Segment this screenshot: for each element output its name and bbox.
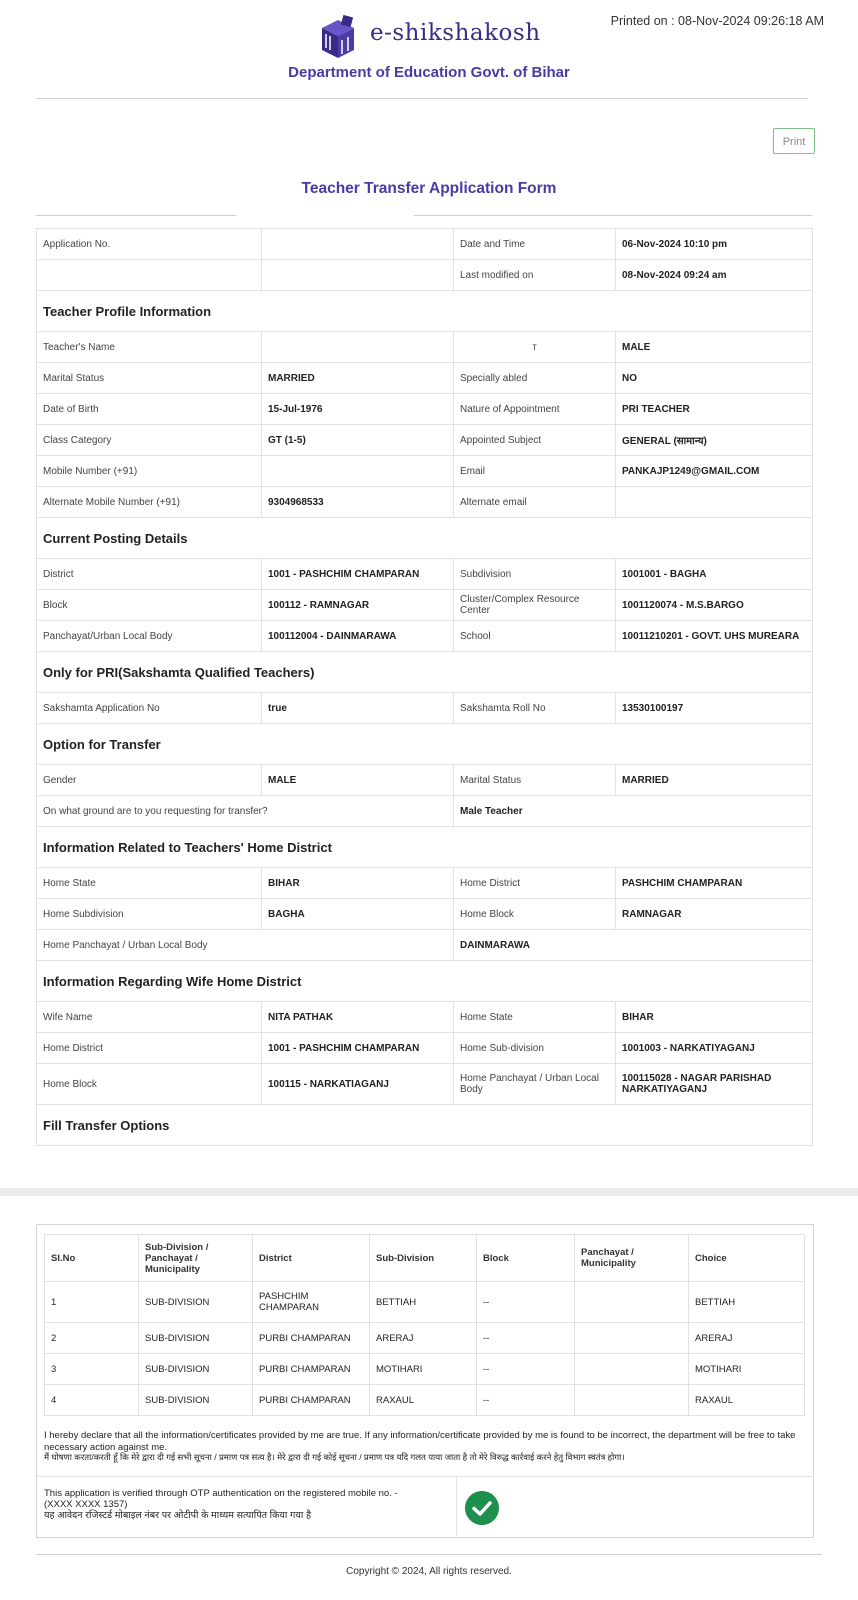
subdivision-value: 1001001 - BAGHA (616, 559, 813, 590)
transfer-options-table (44, 1234, 805, 1416)
wife-name-value: NITA PATHAK (262, 1002, 454, 1033)
last-modified-label: Last modified on (454, 260, 616, 291)
declaration-hindi: मैं घोषणा करता/करती हूँ कि मेरे द्वारा दी गई सभी सूचना / प्रमाण पत्र सत्य है। मेरे द्वारा दी गई कोई सूचना / प्रमाण पत्र यदि गलत पाया जाता है तो मेरे विरुद्ध कार्रवाई करने हेतु विभाग स्वतंत्र होगा। (44, 1452, 625, 1462)
column-header: Panchayat / Municipality (575, 1235, 689, 1282)
transfer-marital-value: MARRIED (616, 765, 813, 796)
table-row (37, 590, 813, 621)
table-cell: BETTIAH (370, 1282, 477, 1323)
section-title-pri: Only for PRI(Sakshamta Qualified Teachers) (37, 652, 813, 693)
home-block-value: RAMNAGAR (616, 899, 813, 930)
wife-panchayat-label: Home Panchayat / Urban Local Body (454, 1064, 616, 1105)
section-title-home-district: Information Related to Teachers' Home District (37, 827, 813, 868)
logo-text: e-shikshakosh (370, 20, 541, 46)
table-cell: -- (477, 1323, 575, 1354)
table-row (37, 899, 813, 930)
table-cell: PURBI CHAMPARAN (253, 1323, 370, 1354)
section-row (37, 827, 813, 868)
wife-district-value: 1001 - PASHCHIM CHAMPARAN (262, 1033, 454, 1064)
footer-divider (36, 1554, 822, 1555)
table-cell: PURBI CHAMPARAN (253, 1354, 370, 1385)
gender-value: MALE (616, 332, 813, 363)
home-block-label: Home Block (454, 899, 616, 930)
mobile-label: Mobile Number (+91) (37, 456, 262, 487)
table-cell: PASHCHIM CHAMPARAN (253, 1282, 370, 1323)
table-row (37, 868, 813, 899)
school-value: 10011210201 - GOVT. UHS MUREARA (616, 621, 813, 652)
book-cube-icon (322, 15, 354, 58)
table-row (37, 332, 813, 363)
email-value: PANKAJP1249@GMAIL.COM (616, 456, 813, 487)
cluster-value: 1001120074 - M.S.BARGO (616, 590, 813, 621)
marital-status-label: Marital Status (37, 363, 262, 394)
table-cell: ARERAJ (689, 1323, 805, 1354)
nature-appointment-value: PRI TEACHER (616, 394, 813, 425)
table-row (37, 559, 813, 590)
table-row (37, 1033, 813, 1064)
date-time-value: 06-Nov-2024 10:10 pm (616, 229, 813, 260)
sakshamta-roll-label: Sakshamta Roll No (454, 693, 616, 724)
marital-status-value: MARRIED (262, 363, 454, 394)
district-value: 1001 - PASHCHIM CHAMPARAN (262, 559, 454, 590)
table-cell: SUB-DIVISION (139, 1354, 253, 1385)
wife-subdivision-label: Home Sub-division (454, 1033, 616, 1064)
table-row (37, 260, 813, 291)
class-category-value: GT (1-5) (262, 425, 454, 456)
specially-abled-label: Specially abled (454, 363, 616, 394)
table-cell: PURBI CHAMPARAN (253, 1385, 370, 1416)
section-title-current-posting: Current Posting Details (37, 518, 813, 559)
header-divider (36, 98, 808, 99)
alt-mobile-label: Alternate Mobile Number (+91) (37, 487, 262, 518)
verified-check-icon (465, 1491, 499, 1525)
table-cell: 1 (45, 1282, 139, 1323)
table-cell: SUB-DIVISION (139, 1282, 253, 1323)
transfer-gender-label: Gender (37, 765, 262, 796)
table-cell: BETTIAH (689, 1282, 805, 1323)
application-details-table (36, 228, 813, 1146)
transfer-ground-value: Male Teacher (454, 796, 813, 827)
otp-verification-hindi: यह आवेदन रजिस्टर्ड मोबाइल नंबर पर ओटीपी के माध्यम सत्यापित किया गया है (44, 1510, 312, 1521)
last-modified-value: 08-Nov-2024 09:24 am (616, 260, 813, 291)
table-cell: 3 (45, 1354, 139, 1385)
wife-district-label: Home District (37, 1033, 262, 1064)
transfer-gender-value: MALE (262, 765, 454, 796)
teacher-name-value (262, 332, 454, 363)
table-cell (575, 1323, 689, 1354)
district-label: District (37, 559, 262, 590)
block-value: 100112 - RAMNAGAR (262, 590, 454, 621)
teacher-name-label: Teacher's Name (37, 332, 262, 363)
empty-cell (37, 260, 262, 291)
table-cell: MOTIHARI (370, 1354, 477, 1385)
transfer-marital-label: Marital Status (454, 765, 616, 796)
table-row (37, 363, 813, 394)
section-title-wife-home: Information Regarding Wife Home District (37, 961, 813, 1002)
table-cell: SUB-DIVISION (139, 1385, 253, 1416)
home-state-value: BIHAR (262, 868, 454, 899)
gender-label: т (454, 332, 616, 363)
declaration-divider (37, 1476, 812, 1477)
title-divider-left (36, 215, 236, 216)
wife-name-label: Wife Name (37, 1002, 262, 1033)
section-row (37, 518, 813, 559)
section-row (37, 652, 813, 693)
home-subdivision-value: BAGHA (262, 899, 454, 930)
wife-state-label: Home State (454, 1002, 616, 1033)
panchayat-value: 100112004 - DAINMARAWA (262, 621, 454, 652)
table-row (37, 1002, 813, 1033)
column-header: District (253, 1235, 370, 1282)
table-row (45, 1354, 805, 1385)
cluster-label: Cluster/Complex Resource Center (454, 590, 616, 621)
table-row (37, 425, 813, 456)
table-row (45, 1385, 805, 1416)
sakshamta-app-no-label: Sakshamta Application No (37, 693, 262, 724)
printed-on: Printed on : 08-Nov-2024 09:26:18 AM (610, 14, 824, 28)
school-label: School (454, 621, 616, 652)
sakshamta-app-no-value: true (262, 693, 454, 724)
table-row (37, 621, 813, 652)
table-cell: MOTIHARI (689, 1354, 805, 1385)
table-cell: RAXAUL (370, 1385, 477, 1416)
table-header-row (45, 1235, 805, 1282)
application-no-label: Application No. (37, 229, 262, 260)
appointed-subject-label: Appointed Subject (454, 425, 616, 456)
column-header: Sub-Division (370, 1235, 477, 1282)
home-subdivision-label: Home Subdivision (37, 899, 262, 930)
table-cell: 2 (45, 1323, 139, 1354)
table-cell: -- (477, 1354, 575, 1385)
home-district-label: Home District (454, 868, 616, 899)
alt-mobile-value: 9304968533 (262, 487, 454, 518)
alt-email-label: Alternate email (454, 487, 616, 518)
column-header: Sl.No (45, 1235, 139, 1282)
print-button[interactable]: Print (773, 128, 815, 154)
wife-panchayat-value: 100115028 - NAGAR PARISHAD NARKATIYAGANJ (616, 1064, 813, 1105)
column-header: Choice (689, 1235, 805, 1282)
sakshamta-roll-value: 13530100197 (616, 693, 813, 724)
section-title-fill-transfer: Fill Transfer Options (37, 1105, 813, 1146)
section-title-teacher-profile: Teacher Profile Information (37, 291, 813, 332)
section-row (37, 1105, 813, 1146)
table-cell: ARERAJ (370, 1323, 477, 1354)
table-row (37, 765, 813, 796)
table-cell: RAXAUL (689, 1385, 805, 1416)
otp-verification-text (44, 1488, 424, 1521)
table-row (37, 1064, 813, 1105)
copyright-text: Copyright © 2024, All rights reserved. (346, 1566, 512, 1577)
table-cell (575, 1354, 689, 1385)
table-row (37, 930, 813, 961)
section-row (37, 961, 813, 1002)
home-district-value: PASHCHIM CHAMPARAN (616, 868, 813, 899)
section-row (37, 291, 813, 332)
table-row (37, 456, 813, 487)
class-category-label: Class Category (37, 425, 262, 456)
otp-verification-english: This application is verified through OTP authentication on the registered mobile no. - (XXXX XXXX 1357) (44, 1488, 398, 1510)
home-state-label: Home State (37, 868, 262, 899)
transfer-ground-label: On what ground are to you requesting for transfer? (37, 796, 454, 827)
dob-value: 15-Jul-1976 (262, 394, 454, 425)
column-header: Sub-Division / Panchayat / Municipality (139, 1235, 253, 1282)
subdivision-label: Subdivision (454, 559, 616, 590)
dob-label: Date of Birth (37, 394, 262, 425)
mobile-value (262, 456, 454, 487)
department-name: Department of Education Govt. of Bihar (288, 64, 570, 81)
table-cell: SUB-DIVISION (139, 1323, 253, 1354)
declaration-english: I hereby declare that all the information/certificates provided by me are true. If any information/certificate provided by me is found to be incorrect, the department will be free to take necessary action against me. (44, 1430, 796, 1453)
email-label: Email (454, 456, 616, 487)
specially-abled-value: NO (616, 363, 813, 394)
section-row (37, 724, 813, 765)
table-cell: -- (477, 1385, 575, 1416)
wife-block-label: Home Block (37, 1064, 262, 1105)
table-cell (575, 1282, 689, 1323)
verification-divider (456, 1477, 457, 1536)
panchayat-label: Panchayat/Urban Local Body (37, 621, 262, 652)
section-title-option-transfer: Option for Transfer (37, 724, 813, 765)
table-row (37, 487, 813, 518)
table-row (37, 394, 813, 425)
alt-email-value (616, 487, 813, 518)
wife-state-value: BIHAR (616, 1002, 813, 1033)
block-label: Block (37, 590, 262, 621)
table-row (45, 1323, 805, 1354)
home-panchayat-label: Home Panchayat / Urban Local Body (37, 930, 454, 961)
application-no-value (262, 229, 454, 260)
wife-block-value: 100115 - NARKATIAGANJ (262, 1064, 454, 1105)
table-row (37, 693, 813, 724)
wife-subdivision-value: 1001003 - NARKATIYAGANJ (616, 1033, 813, 1064)
home-panchayat-value: DAINMARAWA (454, 930, 813, 961)
table-row (45, 1282, 805, 1323)
form-title: Teacher Transfer Application Form (301, 180, 557, 197)
table-cell: -- (477, 1282, 575, 1323)
appointed-subject-value: GENERAL (सामान्य) (616, 425, 813, 456)
table-row (37, 229, 813, 260)
nature-appointment-label: Nature of Appointment (454, 394, 616, 425)
title-divider-right (414, 215, 812, 216)
page-break-band (0, 1188, 858, 1196)
table-cell: 4 (45, 1385, 139, 1416)
date-time-label: Date and Time (454, 229, 616, 260)
column-header: Block (477, 1235, 575, 1282)
table-cell (575, 1385, 689, 1416)
empty-cell (262, 260, 454, 291)
table-row (37, 796, 813, 827)
